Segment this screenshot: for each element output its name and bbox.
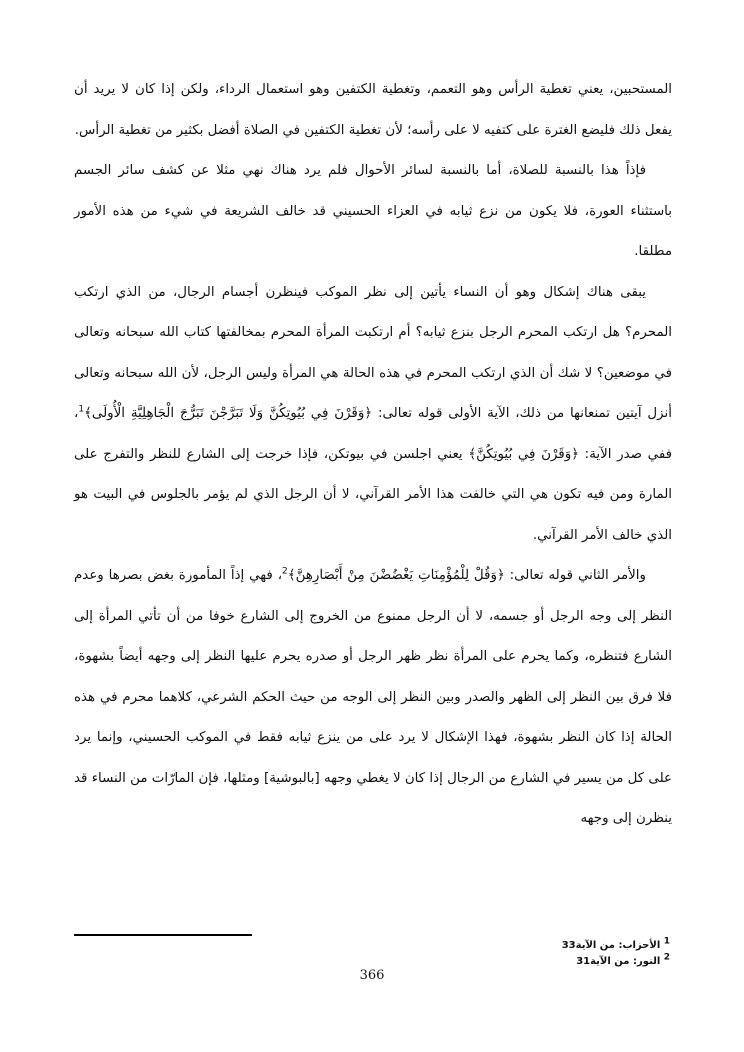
paragraph-3-text-b: ، ففي صدر الآية: <box>74 406 672 462</box>
quran-verse-1: ﴿وَقَرْنَ فِي بُيُوتِكُنَّ وَلَا تَبَرَّجْنَ تَبَرُّجَ الْجَاهِلِيَّةِ الْأُولَى﴾ <box>84 406 373 421</box>
paragraph-4-text-b: ، فهي إذاً المأمورة بغض بصرها وعدم النظر إلى وجه الرجل أو جسمه، لا أن الرجل ممنوع من الخروج إلى الشارع خوفا من أن تأتي المرأة إلى الشارع فتنظره، وكما يحرم على المرأة نظر ظهر الرجل أو صدره يحرم عليها النظر إلى وجهه أيضاً بشهوة، فلا فرق بين النظر إلى الظهر والصدر وبين النظر إلى الوجه من حيث الحكم الشرعي، كلاهما محرم في هذه الحالة إذا كان النظر بشهوة، فهذا الإشكال لا يرد على من ينزع ثيابه فقط في الموكب الحسيني، وإنما يرد على كل من يسير في الشارع من الرجال إذا كان لا يغطي وجهه [بالبوشية] ومثلها، فإن المارّات من النساء قد ينظرن إلى وجهه <box>74 568 672 826</box>
paragraph-3-text-c: يعني اجلسن في بيوتكن، فإذا خرجت إلى الشارع للنظر والتفرج على المارة ومن فيه تكون هي التي خالفت هذا الأمر القرآني، لا أن الرجل الذي لم يؤمر بالجلوس في البيت هو الذي خالف الأمر القرآني. <box>74 446 672 543</box>
footnote-1-text: الأحزاب: من الآية33 <box>561 940 661 951</box>
quran-verse-2: ﴿وَقُلْ لِلْمُؤْمِنَاتِ يَغْضُضْنَ مِنْ أَبْصَارِهِنَّ﴾ <box>287 568 505 583</box>
paragraph-3-text-a: يبقى هناك إشكال وهو أن النساء يأتين إلى نظر الموكب فينظرن أجسام الرجال، من الذي ارتكب المحرم؟ هل ارتكب المحرم الرجل بنزع ثيابه؟ أم ارتكبت المرأة المحرم بمخالفتها كتاب الله سبحانه وتعالى في موضعين؟ لا شك أن الذي ارتكب المحرم في هذه الحالة هي المرأة وليس الرجل، لأن الله سبحانه وتعالى أنزل آيتين تمنعانها من ذلك، الآية الأولى قوله تعالى: <box>74 284 672 421</box>
page-body <box>74 70 672 840</box>
footnote-1-number: 1 <box>663 936 670 947</box>
quran-verse-1-excerpt: ﴿وَقَرْنَ فِي بُيُوتِكُنَّ﴾ <box>468 446 580 462</box>
footnote-ref-1: 1 <box>78 404 85 415</box>
paragraph-4-text-a: والأمر الثاني قوله تعالى: <box>504 568 646 583</box>
footnotes <box>562 938 670 970</box>
paragraph-1: المستحبين، يعني تغطية الرأس وهو التعمم، وتغطية الكتفين وهو استعمال الرداء، ولكن إذا كان لا يريد أن يفعل ذلك فليضع الغترة على كتفيه لا على رأسه؛ لأن تغطية الكتفين في الصلاة أفضل بكثير من تغطية الرأس. <box>74 82 672 138</box>
footnote-ref-2: 2 <box>282 566 288 577</box>
page-number: 366 <box>359 968 385 983</box>
footnote-2-number: 2 <box>663 952 670 963</box>
footnote-1 <box>562 938 670 954</box>
footnote-2-text: النور: من الآية31 <box>576 956 661 967</box>
footnote-separator <box>74 934 252 936</box>
paragraph-2: فإذاً هذا بالنسبة للصلاة، أما بالنسبة لسائر الأحوال فلم يرد هناك نهي مثلا عن كشف سائر الجسم باستثناء العورة، فلا يكون من نزع ثيابه في العزاء الحسيني قد خالف الشريعة في شيء من هذه الأمور مطلقا. <box>74 163 672 259</box>
paragraph-4 <box>74 556 672 840</box>
paragraph-3 <box>74 273 672 557</box>
